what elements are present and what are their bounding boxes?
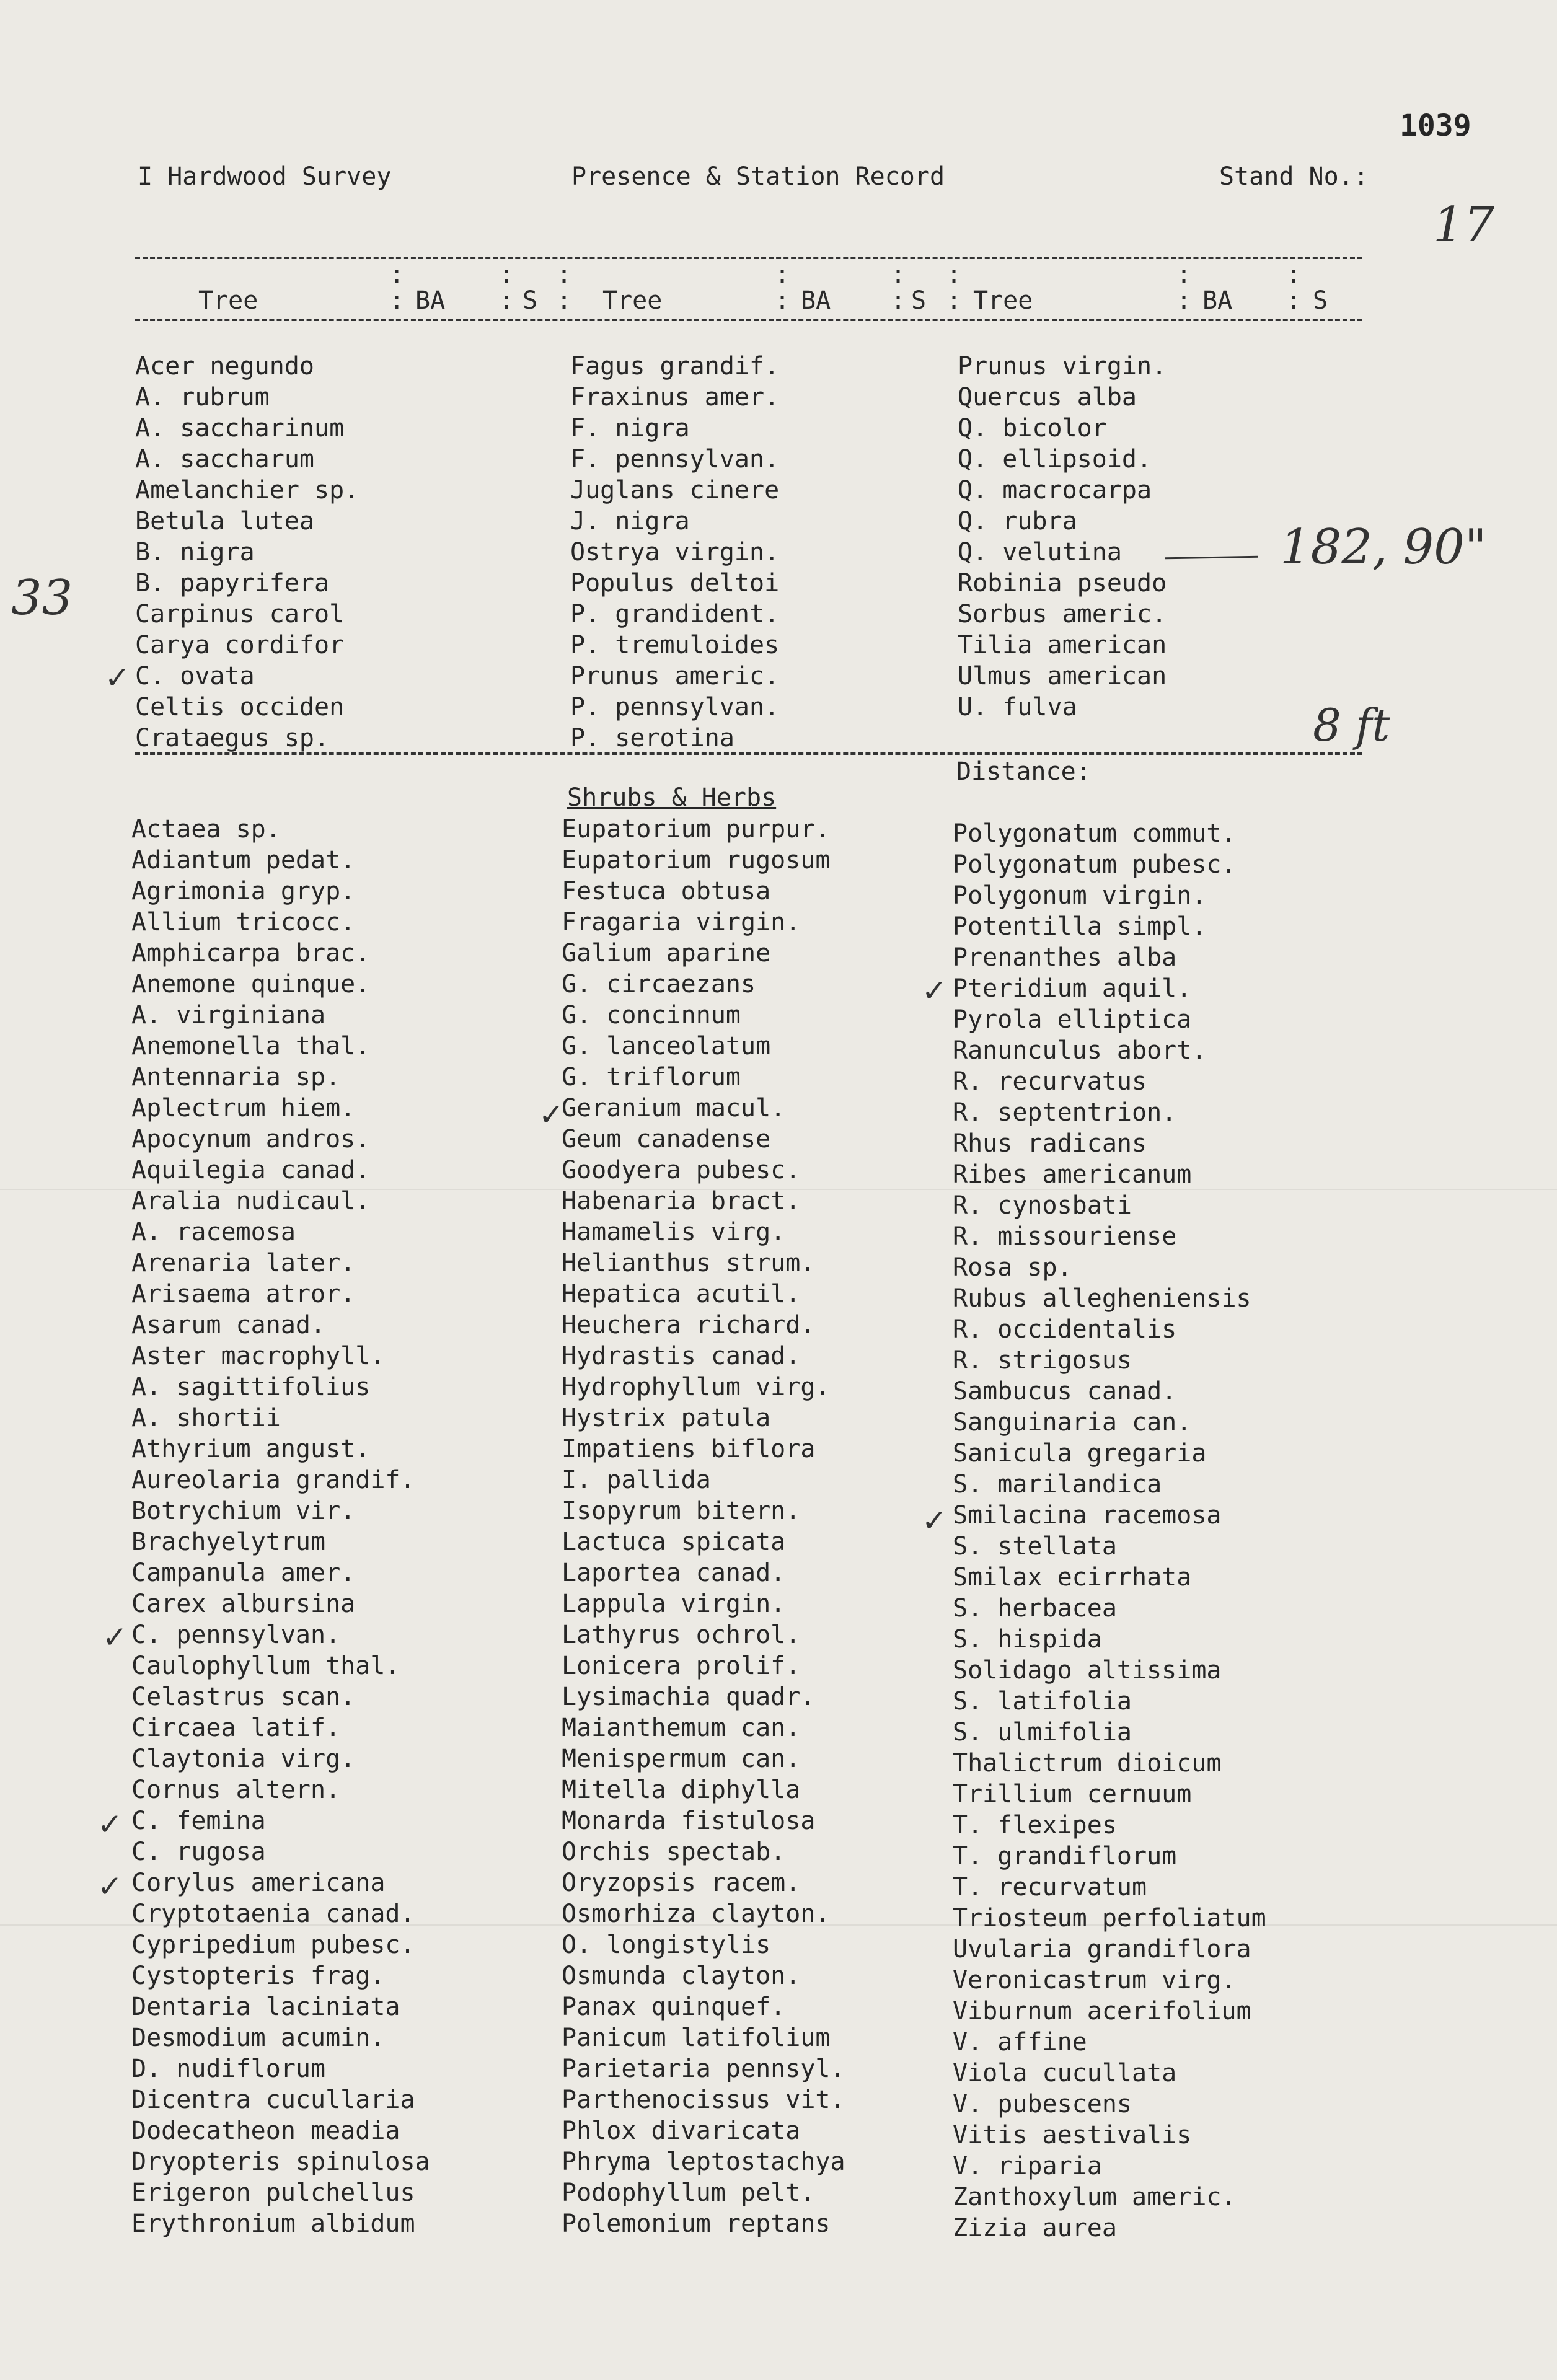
species-item: Heuchera richard. — [562, 1311, 816, 1339]
species-item: Viburnum acerifolium — [953, 1997, 1251, 2025]
species-item: Pteridium aquil. — [953, 974, 1192, 1003]
species-item: Prunus americ. — [570, 662, 780, 690]
dashed-rule — [135, 319, 1362, 321]
handwritten-distance-note: 8 ft — [1313, 699, 1390, 751]
species-item: Lappula virgin. — [562, 1590, 786, 1618]
species-item: Quercus alba — [958, 383, 1137, 412]
species-item: Q. bicolor — [958, 414, 1107, 443]
species-item: R. recurvatus — [953, 1067, 1147, 1096]
s-col-header: S — [523, 286, 538, 315]
species-item: Lysimachia quadr. — [562, 1683, 816, 1711]
species-item: Cryptotaenia canad. — [131, 1900, 415, 1928]
species-item: Osmunda clayton. — [562, 1962, 801, 1990]
species-item: Arisaema atror. — [131, 1280, 356, 1308]
species-item: Thalictrum dioicum — [953, 1749, 1222, 1778]
species-item: Apocynum andros. — [131, 1125, 371, 1153]
species-item: Ranunculus abort. — [953, 1036, 1207, 1065]
species-item: Rhus radicans — [953, 1129, 1147, 1158]
species-item: Festuca obtusa — [562, 877, 771, 906]
species-item: V. pubescens — [953, 2090, 1132, 2118]
species-item: Rubus allegheniensis — [953, 1284, 1251, 1313]
species-item: Sorbus americ. — [958, 600, 1167, 628]
species-item: Pyrola elliptica — [953, 1005, 1192, 1034]
species-item: Mitella diphylla — [562, 1776, 801, 1804]
species-item: Potentilla simpl. — [953, 912, 1207, 941]
species-item: Ulmus american — [958, 662, 1167, 690]
species-item: Sanicula gregaria — [953, 1439, 1207, 1468]
species-item: Aplectrum hiem. — [131, 1094, 356, 1122]
species-item: Lactuca spicata — [562, 1528, 786, 1556]
species-item: Zanthoxylum americ. — [953, 2183, 1237, 2211]
species-item: T. flexipes — [953, 1811, 1117, 1840]
species-item: Polygonatum commut. — [953, 819, 1237, 848]
species-item: Cypripedium pubesc. — [131, 1931, 415, 1959]
species-item: F. pennsylvan. — [570, 445, 780, 474]
species-item: S. stellata — [953, 1532, 1117, 1561]
species-item: Fraxinus amer. — [570, 383, 780, 412]
check-mark-icon: ✓ — [924, 970, 945, 1010]
species-item: Juglans cinere — [570, 476, 780, 505]
species-item: Zizia aurea — [953, 2214, 1117, 2242]
species-item: Polygonatum pubesc. — [953, 850, 1237, 879]
species-item: Hydrastis canad. — [562, 1342, 801, 1370]
dashed-rule — [135, 752, 1362, 755]
species-item: T. recurvatum — [953, 1873, 1147, 1902]
check-mark-icon: ✓ — [99, 1804, 120, 1844]
species-item: Panax quinquef. — [562, 1993, 786, 2021]
tree-list-col3 — [958, 351, 1167, 723]
herb-list-col3 — [953, 818, 1266, 2244]
species-item: Sambucus canad. — [953, 1377, 1177, 1406]
species-item: P. serotina — [570, 724, 734, 752]
species-item: Celtis occiden — [135, 693, 345, 721]
species-item: Adiantum pedat. — [131, 846, 356, 875]
stand-label: Stand No.: — [1219, 162, 1369, 191]
species-item: Anemonella thal. — [131, 1032, 371, 1060]
species-item: Dentaria laciniata — [131, 1993, 400, 2021]
species-item: V. riparia — [953, 2152, 1102, 2180]
species-item: Cystopteris frag. — [131, 1962, 386, 1990]
species-item: Vitis aestivalis — [953, 2121, 1192, 2149]
survey-sheet: I Hardwood Survey Presence & Station Record Stand No.: 1039 17 : : : : : : : : Tree : BA : S : Tree : BA : S : Tree : BA : S Acer negundo A. rubrum A. saccharinum A. saccharum Amelanchier sp. Betula lutea B. nigra B. papyrifera Carpinus carol Carya cordifor C. ovata Celtis occiden Crataegus sp. Fagus grandif. Fraxinus amer. F. nigra F. pennsylvan. Juglans cinere J. nigra Ostrya virgin. Populus deltoi P. grandident. P. tremuloides Prunus americ. P. pennsylvan. P. serotina Prunus virgin. Quercus alba Q. bicolor Q. ellipsoid. Q. macrocarpa Q. rubra Q. velutina Robinia pseudo Sorbus americ. Tilia american Ulmus american U. fulva Distance: Shrubs & Herbs Actaea sp. Adiantum pedat. Agrimonia gryp. Allium tricocc. Amphicarpa brac. Anemone quinque. A. virginiana Anemonella thal. Antennaria sp. Aplectrum hiem. Apocynum andros. Aquilegia canad. Aralia nudicaul. A. racemosa Arenaria later. Arisaema atror. Asarum canad. Aster macrophyll. A. sagittifolius A. shortii Athyrium angust. Aureolaria grandif. Botrychium vir. Brachyelytrum Campanula amer. Carex albursina C. pennsylvan. Caulophyllum thal. Celastrus scan. Circaea latif. Claytonia virg. Cornus altern. C. femina C. rugosa Corylus americana Cryptotaenia canad. Cypripedium pubesc. Cystopteris frag. Dentaria laciniata Desmodium acumin. D. nudiflorum Dicentra cucullaria Dodecatheon meadia Dryopteris spinulosa Erigeron pulchellus Erythronium albidum Eupatorium purpur. Eupatorium rugosum Festuca obtusa Fragaria virgin. Galium aparine G. circaezans G. concinnum G. lanceolatum G. triflorum Geranium macul. Geum canadense Goodyera pubesc. Habenaria bract. Hamamelis virg. Helianthus strum. Hepatica acutil. Heuchera richard. Hydrastis canad. Hydrophyllum virg. Hystrix patula Impatiens biflora I. pallida Isopyrum bitern. Lactuca spicata Laportea canad. Lappula virgin. Lathyrus ochrol. Lonicera prolif. Lysimachia quadr. Maianthemum can. Menispermum can. Mitella diphylla Monarda fistulosa Orchis spectab. Oryzopsis racem. Osmorhiza clayton. O. longistylis Osmunda clayton. Panax quinquef. Panicum latifolium Parietaria pennsyl. Parthenocissus vit. Phlox divaricata Phryma leptostachya Podophyllum pelt. Polemonium reptans Polygonatum commut. Polygonatum pubesc. Polygonum virgin. Potentilla simpl. Prenanthes alba Pteridium aquil. Pyrola elliptica Ranunculus abort. R. recurvatus R. septentrion. Rhus radicans Ribes americanum R. cynosbati R. missouriense Rosa sp. Rubus allegheniensis R. occidentalis R. strigosus Sambucus canad. Sanguinaria can. Sanicula gregaria S. marilandica Smilacina racemosa S. stellata Smilax ecirrhata S. herbacea S. hispida Solidago altissima S. latifolia S. ulmifolia Thalictrum dioicum Trillium cernuum T. flexipes T. grandiflorum T. recurvatum Triosteum perfoliatum Uvularia grandiflora Veronicastrum virg. Viburnum acerifolium V. affine Viola cucullata V. pubescens Vitis aestivalis V. riparia Zanthoxylum americ. Zizia aurea 33 182, 90" 8 ft ✓ ✓ ✓ ✓ ✓ ✓ ✓ — [0, 0, 1557, 2380]
species-item: Robinia pseudo — [958, 569, 1167, 597]
ba-col-header: BA — [1202, 286, 1233, 315]
record-title: Presence & Station Record — [571, 162, 945, 191]
handwritten-velutina-note: 182, 90" — [1280, 519, 1487, 575]
species-item: Desmodium acumin. — [131, 2024, 386, 2052]
species-item: Osmorhiza clayton. — [562, 1900, 831, 1928]
species-item: Aralia nudicaul. — [131, 1187, 371, 1215]
species-item: Parthenocissus vit. — [562, 2086, 845, 2114]
species-item: O. longistylis — [562, 1931, 771, 1959]
species-item: Maianthemum can. — [562, 1714, 801, 1742]
species-item: Impatiens biflora — [562, 1435, 816, 1463]
tree-list-col1 — [135, 351, 359, 754]
species-item: Uvularia grandiflora — [953, 1935, 1251, 1963]
survey-title: I Hardwood Survey — [138, 162, 392, 191]
species-item: Aureolaria grandif. — [131, 1466, 415, 1494]
species-item: Dicentra cucullaria — [131, 2086, 415, 2114]
species-item: Polemonium reptans — [562, 2210, 831, 2238]
species-item: V. affine — [953, 2028, 1087, 2056]
species-item: Habenaria bract. — [562, 1187, 801, 1215]
distance-label: Distance: — [956, 757, 1091, 786]
species-item: Actaea sp. — [131, 815, 281, 844]
species-item: D. nudiflorum — [131, 2055, 326, 2083]
species-item: Veronicastrum virg. — [953, 1966, 1237, 1994]
species-item: Prenanthes alba — [953, 943, 1177, 972]
species-item: Dodecatheon meadia — [131, 2117, 400, 2145]
dashed-rule — [135, 257, 1362, 259]
check-mark-icon: ✓ — [104, 1616, 125, 1657]
species-item: Lathyrus ochrol. — [562, 1621, 801, 1649]
species-item: Orchis spectab. — [562, 1838, 786, 1866]
species-item: Polygonum virgin. — [953, 881, 1207, 910]
species-item: Circaea latif. — [131, 1714, 341, 1742]
herb-list-col1 — [131, 814, 430, 2239]
species-item: S. herbacea — [953, 1594, 1117, 1623]
species-item: Trillium cernuum — [953, 1780, 1192, 1809]
species-item: Asarum canad. — [131, 1311, 326, 1339]
species-item: G. concinnum — [562, 1001, 741, 1029]
species-item: S. latifolia — [953, 1687, 1132, 1716]
species-item: Fagus grandif. — [570, 352, 780, 381]
species-item: P. pennsylvan. — [570, 693, 780, 721]
species-item: Solidago altissima — [953, 1656, 1222, 1685]
species-item: G. triflorum — [562, 1063, 741, 1091]
species-item: Hepatica acutil. — [562, 1280, 801, 1308]
species-item: Isopyrum bitern. — [562, 1497, 801, 1525]
species-item: Podophyllum pelt. — [562, 2179, 816, 2207]
species-item: A. virginiana — [131, 1001, 326, 1029]
ba-col-header: BA — [415, 286, 446, 315]
species-item: R. cynosbati — [953, 1191, 1132, 1220]
species-item: Q. velutina — [958, 538, 1122, 566]
species-item: A. racemosa — [131, 1218, 296, 1246]
tree-col-header: Tree — [198, 286, 258, 315]
species-item: Phryma leptostachya — [562, 2148, 845, 2176]
species-item: Galium aparine — [562, 939, 771, 967]
species-item: Eupatorium purpur. — [562, 815, 831, 844]
stand-number-handwritten: 17 — [1433, 197, 1495, 253]
species-item: Lonicera prolif. — [562, 1652, 801, 1680]
species-item: Agrimonia gryp. — [131, 877, 356, 906]
species-item: Phlox divaricata — [562, 2117, 801, 2145]
species-item: Erigeron pulchellus — [131, 2179, 415, 2207]
species-item: Antennaria sp. — [131, 1063, 341, 1091]
herb-list-col2 — [562, 814, 845, 2239]
species-item: Oryzopsis racem. — [562, 1869, 801, 1897]
species-item: Erythronium albidum — [131, 2210, 415, 2238]
species-item: Allium tricocc. — [131, 908, 356, 937]
species-item: Dryopteris spinulosa — [131, 2148, 430, 2176]
species-item: Geum canadense — [562, 1125, 771, 1153]
species-item: C. femina — [131, 1807, 266, 1835]
species-item: T. grandiflorum — [953, 1842, 1177, 1871]
species-item: Sanguinaria can. — [953, 1408, 1192, 1437]
tree-col-header: Tree — [973, 286, 1033, 315]
species-item: P. grandident. — [570, 600, 780, 628]
species-item: S. marilandica — [953, 1470, 1162, 1499]
species-item: Populus deltoi — [570, 569, 780, 597]
species-item: R. missouriense — [953, 1222, 1177, 1251]
species-item: F. nigra — [570, 414, 690, 443]
species-item: Anemone quinque. — [131, 970, 371, 998]
species-item: R. strigosus — [953, 1346, 1132, 1375]
species-item: S. hispida — [953, 1625, 1102, 1654]
species-item: B. nigra — [135, 538, 255, 566]
species-item: Parietaria pennsyl. — [562, 2055, 845, 2083]
species-item: Aster macrophyll. — [131, 1342, 386, 1370]
species-item: C. rugosa — [131, 1838, 266, 1866]
species-item: A. saccharinum — [135, 414, 345, 443]
species-item: Hamamelis virg. — [562, 1218, 786, 1246]
species-item: Ostrya virgin. — [570, 538, 780, 566]
species-item: Q. ellipsoid. — [958, 445, 1152, 474]
species-item: Athyrium angust. — [131, 1435, 371, 1463]
species-item: Brachyelytrum — [131, 1528, 326, 1556]
species-item: Carya cordifor — [135, 631, 345, 659]
s-col-header: S — [911, 286, 927, 315]
species-item: Rosa sp. — [953, 1253, 1072, 1282]
species-item: Ribes americanum — [953, 1160, 1192, 1189]
species-item: Laportea canad. — [562, 1559, 786, 1587]
species-item: Geranium macul. — [562, 1094, 786, 1122]
species-item: Menispermum can. — [562, 1745, 801, 1773]
species-item: Carpinus carol — [135, 600, 345, 628]
species-item: A. rubrum — [135, 383, 270, 412]
species-item: Hydrophyllum virg. — [562, 1373, 831, 1401]
species-item: G. lanceolatum — [562, 1032, 771, 1060]
species-item: C. pennsylvan. — [131, 1621, 341, 1649]
species-item: A. saccharum — [135, 445, 314, 474]
species-item: A. shortii — [131, 1404, 281, 1432]
species-item: Cornus altern. — [131, 1776, 341, 1804]
species-item: Tilia american — [958, 631, 1167, 659]
species-item: Claytonia virg. — [131, 1745, 356, 1773]
species-item: C. ovata — [135, 662, 255, 690]
species-item: Amelanchier sp. — [135, 476, 359, 505]
ba-col-header: BA — [801, 286, 831, 315]
species-item: Celastrus scan. — [131, 1683, 356, 1711]
species-item: S. ulmifolia — [953, 1718, 1132, 1747]
species-item: U. fulva — [958, 693, 1077, 721]
species-item: Arenaria later. — [131, 1249, 356, 1277]
species-item: A. sagittifolius — [131, 1373, 371, 1401]
species-item: Betula lutea — [135, 507, 314, 536]
species-item: Corylus americana — [131, 1869, 386, 1897]
species-item: Acer negundo — [135, 352, 314, 381]
species-item: Q. rubra — [958, 507, 1077, 536]
species-item: Eupatorium rugosum — [562, 846, 831, 875]
species-item: Monarda fistulosa — [562, 1807, 816, 1835]
species-item: Triosteum perfoliatum — [953, 1904, 1266, 1933]
s-col-header: S — [1313, 286, 1328, 315]
shrubs-herbs-title: Shrubs & Herbs — [567, 783, 777, 812]
species-item: Hystrix patula — [562, 1404, 771, 1432]
handwritten-33: 33 — [11, 570, 73, 626]
species-item: Smilax ecirrhata — [953, 1563, 1192, 1592]
species-item: Campanula amer. — [131, 1559, 356, 1587]
species-item: J. nigra — [570, 507, 690, 536]
check-mark-icon: ✓ — [99, 1866, 120, 1906]
species-item: Smilacina racemosa — [953, 1501, 1222, 1530]
species-item: Caulophyllum thal. — [131, 1652, 400, 1680]
species-item: Panicum latifolium — [562, 2024, 831, 2052]
stamp-number: 1039 — [1400, 108, 1471, 143]
species-item: Aquilegia canad. — [131, 1156, 371, 1184]
species-item: G. circaezans — [562, 970, 756, 998]
species-item: Carex albursina — [131, 1590, 356, 1618]
species-item: Botrychium vir. — [131, 1497, 356, 1525]
species-item: Crataegus sp. — [135, 724, 330, 752]
tree-col-header: Tree — [602, 286, 663, 315]
check-mark-icon: ✓ — [107, 657, 128, 697]
species-item: R. occidentalis — [953, 1315, 1177, 1344]
species-item: Fragaria virgin. — [562, 908, 801, 937]
species-item: Goodyera pubesc. — [562, 1156, 801, 1184]
check-mark-icon: ✓ — [924, 1500, 945, 1540]
species-item: P. tremuloides — [570, 631, 780, 659]
tree-list-col2 — [570, 351, 779, 754]
species-item: Prunus virgin. — [958, 352, 1167, 381]
handwritten-line — [1165, 556, 1258, 560]
species-item: Q. macrocarpa — [958, 476, 1152, 505]
check-mark-icon: ✓ — [540, 1094, 562, 1134]
species-item: R. septentrion. — [953, 1098, 1177, 1127]
species-item: Helianthus strum. — [562, 1249, 816, 1277]
species-item: Viola cucullata — [953, 2059, 1177, 2087]
species-item: B. papyrifera — [135, 569, 330, 597]
species-item: Amphicarpa brac. — [131, 939, 371, 967]
species-item: I. pallida — [562, 1466, 711, 1494]
